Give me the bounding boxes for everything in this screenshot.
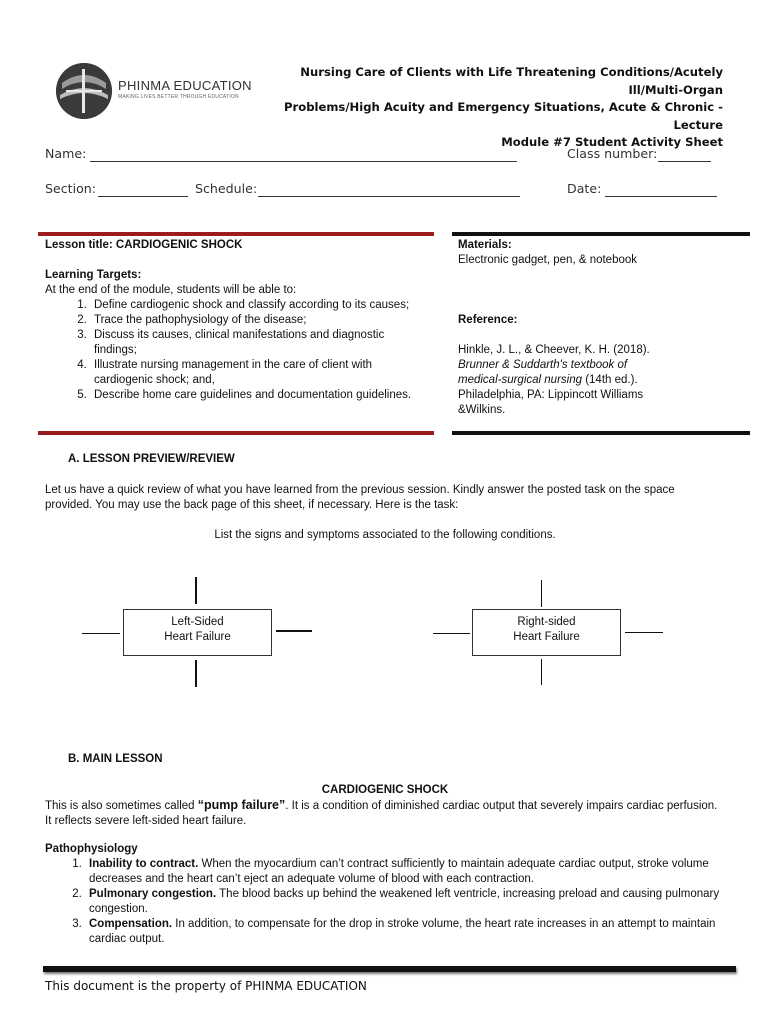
left-sided-heart-failure-box — [123, 609, 272, 656]
name-field[interactable] — [90, 161, 517, 162]
lesson-title: Lesson title: CARDIOGENIC SHOCK — [45, 239, 243, 251]
item-term: Compensation. — [89, 918, 173, 930]
learning-targets-heading: Learning Targets: — [45, 269, 142, 281]
date-field[interactable] — [605, 196, 717, 197]
page-title — [253, 64, 723, 152]
right-diagram-right-line — [625, 632, 663, 633]
list-item — [85, 887, 725, 917]
footer-text: This document is the property of PHINMA EDUCATION — [45, 979, 367, 993]
title-line-2: Problems/High Acuity and Emergency Situations, Acute & Chronic - Lecture — [284, 100, 723, 132]
phinma-logo — [56, 63, 252, 123]
box-right-line-2: Heart Failure — [513, 631, 580, 643]
left-diagram-top-line — [195, 577, 197, 604]
list-item: 2. Trace the pathophysiology of the disease; — [90, 313, 430, 328]
materials-top-bar — [452, 232, 750, 236]
section-b-heading: B. MAIN LESSON — [68, 753, 163, 765]
right-diagram-bottom-line — [541, 659, 542, 685]
materials-bottom-bar — [452, 431, 750, 435]
materials-heading: Materials: — [458, 239, 512, 251]
item-term: Inability to contract. — [89, 858, 199, 870]
list-item — [85, 857, 725, 887]
pathophysiology-heading: Pathophysiology — [45, 843, 138, 855]
title-line-1: Nursing Care of Clients with Life Threatening Conditions/Acutely Ill/Multi-Organ — [300, 65, 723, 97]
class-number-field[interactable] — [658, 161, 711, 162]
right-diagram-top-line — [541, 580, 542, 607]
section-b-subtitle: CARDIOGENIC SHOCK — [321, 784, 449, 796]
item-text: When the myocardium can’t contract sufficiently to maintain adequate cardiac output, stroke volume decreases and the heart can’t eject an adequate volume of blood with each contraction. — [89, 858, 709, 885]
materials-text: Electronic gadget, pen, & notebook — [458, 254, 638, 266]
left-diagram-right-line — [276, 630, 312, 632]
list-item — [85, 917, 725, 947]
reference-citation — [458, 358, 658, 388]
right-sided-heart-failure-box — [472, 609, 621, 656]
name-label: Name: — [45, 146, 87, 161]
logo-tagline: MAKING LIVES BETTER THROUGH EDUCATION — [118, 94, 239, 100]
lesson-bottom-bar — [38, 431, 434, 435]
materials-info — [458, 238, 748, 418]
left-diagram-left-line — [82, 633, 120, 634]
class-number-label: Class number: — [567, 146, 658, 161]
pathophysiology-section — [45, 842, 725, 947]
title-line-3: Module #7 Student Activity Sheet — [501, 135, 723, 149]
section-a-intro: Let us have a quick review of what you have learned from the previous session. Kindly answer the posted task on the space provided. You may use the back page of this sheet, if necessary. Here is the task: — [45, 484, 675, 511]
learning-targets-list — [90, 298, 430, 403]
list-item: 4. Illustrate nursing management in the care of client with cardiogenic shock; and, — [90, 358, 430, 388]
logo-emblem-icon — [56, 63, 112, 119]
list-item: 5. Describe home care guidelines and documentation guidelines. — [90, 388, 430, 403]
item-text: The blood backs up behind the weakened left ventricle, increasing preload and causing pulmonary congestion. — [89, 888, 720, 915]
lesson-top-bar — [38, 232, 434, 236]
reference-book: Brunner & Suddarth's textbook of medical-surgical nursing — [458, 359, 628, 386]
lesson-info — [45, 238, 430, 403]
logo-text: PHINMA EDUCATION — [118, 78, 252, 93]
box-left-line-2: Heart Failure — [164, 631, 231, 643]
intro-text-b: . It is a condition of diminished cardiac output that severely impairs cardiac perfusion. It reflects severe left-sided heart failure. — [45, 800, 718, 827]
reference-heading: Reference: — [458, 314, 518, 326]
intro-bold-term: “pump failure” — [197, 798, 286, 812]
date-label: Date: — [567, 181, 602, 196]
item-text: In addition, to compensate for the drop in stroke volume, the heart rate increases in an attempt to maintain cardiac output. — [89, 918, 716, 945]
list-item: 1. Define cardiogenic shock and classify according to its causes; — [90, 298, 430, 313]
box-right-line-1: Right-sided — [517, 616, 576, 628]
section-field[interactable] — [98, 196, 188, 197]
section-label: Section: — [45, 181, 97, 196]
left-diagram-bottom-line — [195, 660, 197, 687]
reference-authors: Hinkle, J. L., & Cheever, K. H. (2018). — [458, 344, 650, 356]
section-a-heading: A. LESSON PREVIEW/REVIEW — [68, 453, 235, 465]
reference-publisher: Philadelphia, PA: Lippincott Williams &Wilkins. — [458, 389, 644, 416]
reference-edition: (14th ed.). — [582, 374, 638, 386]
list-item: 3. Discuss its causes, clinical manifestations and diagnostic findings; — [90, 328, 430, 358]
intro-text-a: This is also sometimes called — [45, 800, 198, 812]
section-a-task: List the signs and symptoms associated to the following conditions. — [214, 529, 556, 541]
learning-targets-intro: At the end of the module, students will be able to: — [45, 284, 297, 296]
schedule-field[interactable] — [258, 196, 520, 197]
schedule-label: Schedule: — [195, 181, 258, 196]
right-diagram-left-line — [433, 633, 470, 634]
footer-bar — [43, 966, 736, 972]
box-left-line-1: Left-Sided — [171, 616, 224, 628]
pathophysiology-list — [85, 857, 725, 947]
item-term: Pulmonary congestion. — [89, 888, 217, 900]
section-b-intro — [45, 798, 725, 829]
